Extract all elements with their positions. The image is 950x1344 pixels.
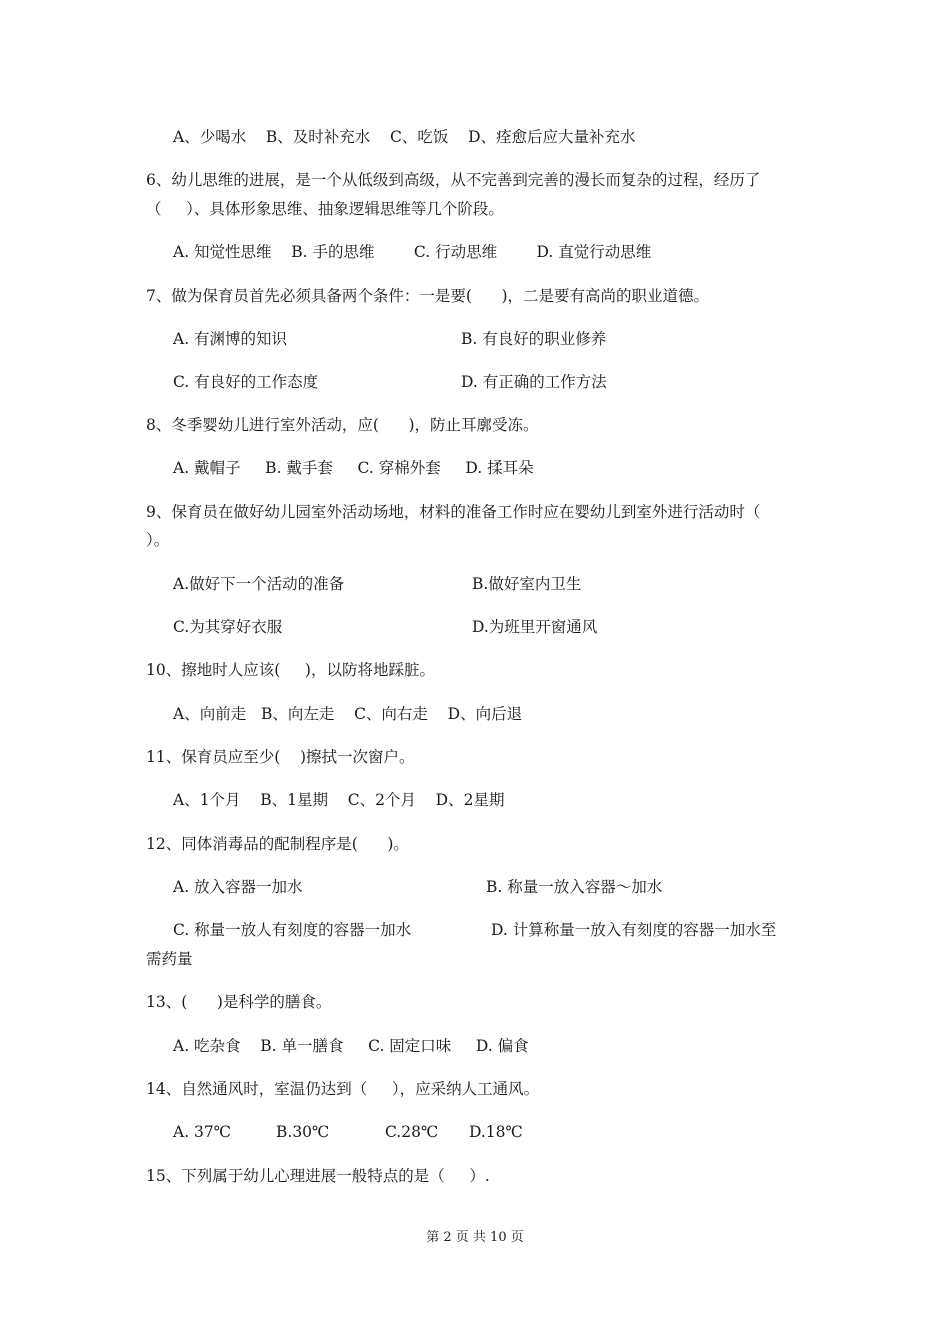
q11-stem: 11、保育员应至少( )擦拭一次窗户。 bbox=[146, 748, 415, 766]
q15-stem: 15、下列属于幼儿心理进展一般特点的是（ ）. bbox=[146, 1167, 490, 1185]
q6-stem-line1: 6、幼儿思维的进展，是一个从低级到高级，从不完善到完善的漫长而复杂的过程，经历了 bbox=[146, 171, 761, 189]
q12-option-c: C. 称量一放人有刻度的容器一加水 bbox=[173, 921, 412, 939]
q8-stem: 8、冬季婴幼儿进行室外活动，应( )，防止耳廓受冻。 bbox=[146, 416, 539, 434]
q12-option-d-continued: 需药量 bbox=[146, 950, 193, 968]
page-footer: 第 2 页 共 10 页 bbox=[426, 1230, 524, 1245]
q6-options: A. 知觉性思维 B. 手的思维 C. 行动思维 D. 直觉行动思维 bbox=[173, 243, 652, 261]
q12-option-b: B. 称量一放入容器～加水 bbox=[486, 878, 663, 896]
q14-stem: 14、自然通风时，室温仍达到（ ），应采纳人工通风。 bbox=[146, 1080, 540, 1098]
q5-options: A、少喝水 B、及时补充水 C、吃饭 D、痊愈后应大量补充水 bbox=[173, 128, 636, 146]
q12-option-a: A. 放入容器一加水 bbox=[173, 878, 303, 896]
q13-options: A. 吃杂食 B. 单一膳食 C. 固定口味 D. 偏食 bbox=[173, 1037, 529, 1055]
q9-option-a: A.做好下一个活动的准备 bbox=[173, 575, 345, 593]
q9-option-b: B.做好室内卫生 bbox=[472, 575, 582, 593]
q9-option-c: C.为其穿好衣服 bbox=[173, 618, 283, 636]
q11-options: A、1个月 B、1星期 C、2个月 D、2星期 bbox=[173, 791, 505, 809]
q7-option-c: C. 有良好的工作态度 bbox=[173, 373, 319, 391]
q10-stem: 10、擦地时人应该( )，以防将地踩脏。 bbox=[146, 661, 435, 679]
q12-stem: 12、同体消毒品的配制程序是( )。 bbox=[146, 835, 409, 853]
q9-option-d: D.为班里开窗通风 bbox=[472, 618, 598, 636]
q14-option-a: A. 37℃ bbox=[173, 1123, 232, 1141]
q14-option-b: B.30℃ bbox=[276, 1123, 330, 1141]
q14-option-d: D.18℃ bbox=[469, 1123, 523, 1141]
q9-stem-line2: ）。 bbox=[146, 531, 170, 549]
q12-option-d: D. 计算称量一放入有刻度的容器一加水至 bbox=[491, 921, 777, 939]
q9-stem-line1: 9、保育员在做好幼儿园室外活动场地，材料的准备工作时应在婴幼儿到室外进行活动时（ bbox=[146, 503, 761, 521]
q7-option-d: D. 有正确的工作方法 bbox=[461, 373, 607, 391]
q13-stem: 13、( )是科学的膳食。 bbox=[146, 993, 332, 1011]
q6-stem-line2: （ ）、具体形象思维、抽象逻辑思维等几个阶段。 bbox=[146, 200, 504, 218]
q8-options: A. 戴帽子 B. 戴手套 C. 穿棉外套 D. 揉耳朵 bbox=[173, 459, 534, 477]
q14-option-c: C.28℃ bbox=[385, 1123, 439, 1141]
q7-stem: 7、做为保育员首先必须具备两个条件：一是要( )，二是要有高尚的职业道德。 bbox=[146, 287, 710, 305]
q7-option-b: B. 有良好的职业修养 bbox=[461, 330, 607, 348]
q7-option-a: A. 有渊博的知识 bbox=[173, 330, 288, 348]
q10-options: A、向前走 B、向左走 C、向右走 D、向后退 bbox=[173, 705, 523, 723]
